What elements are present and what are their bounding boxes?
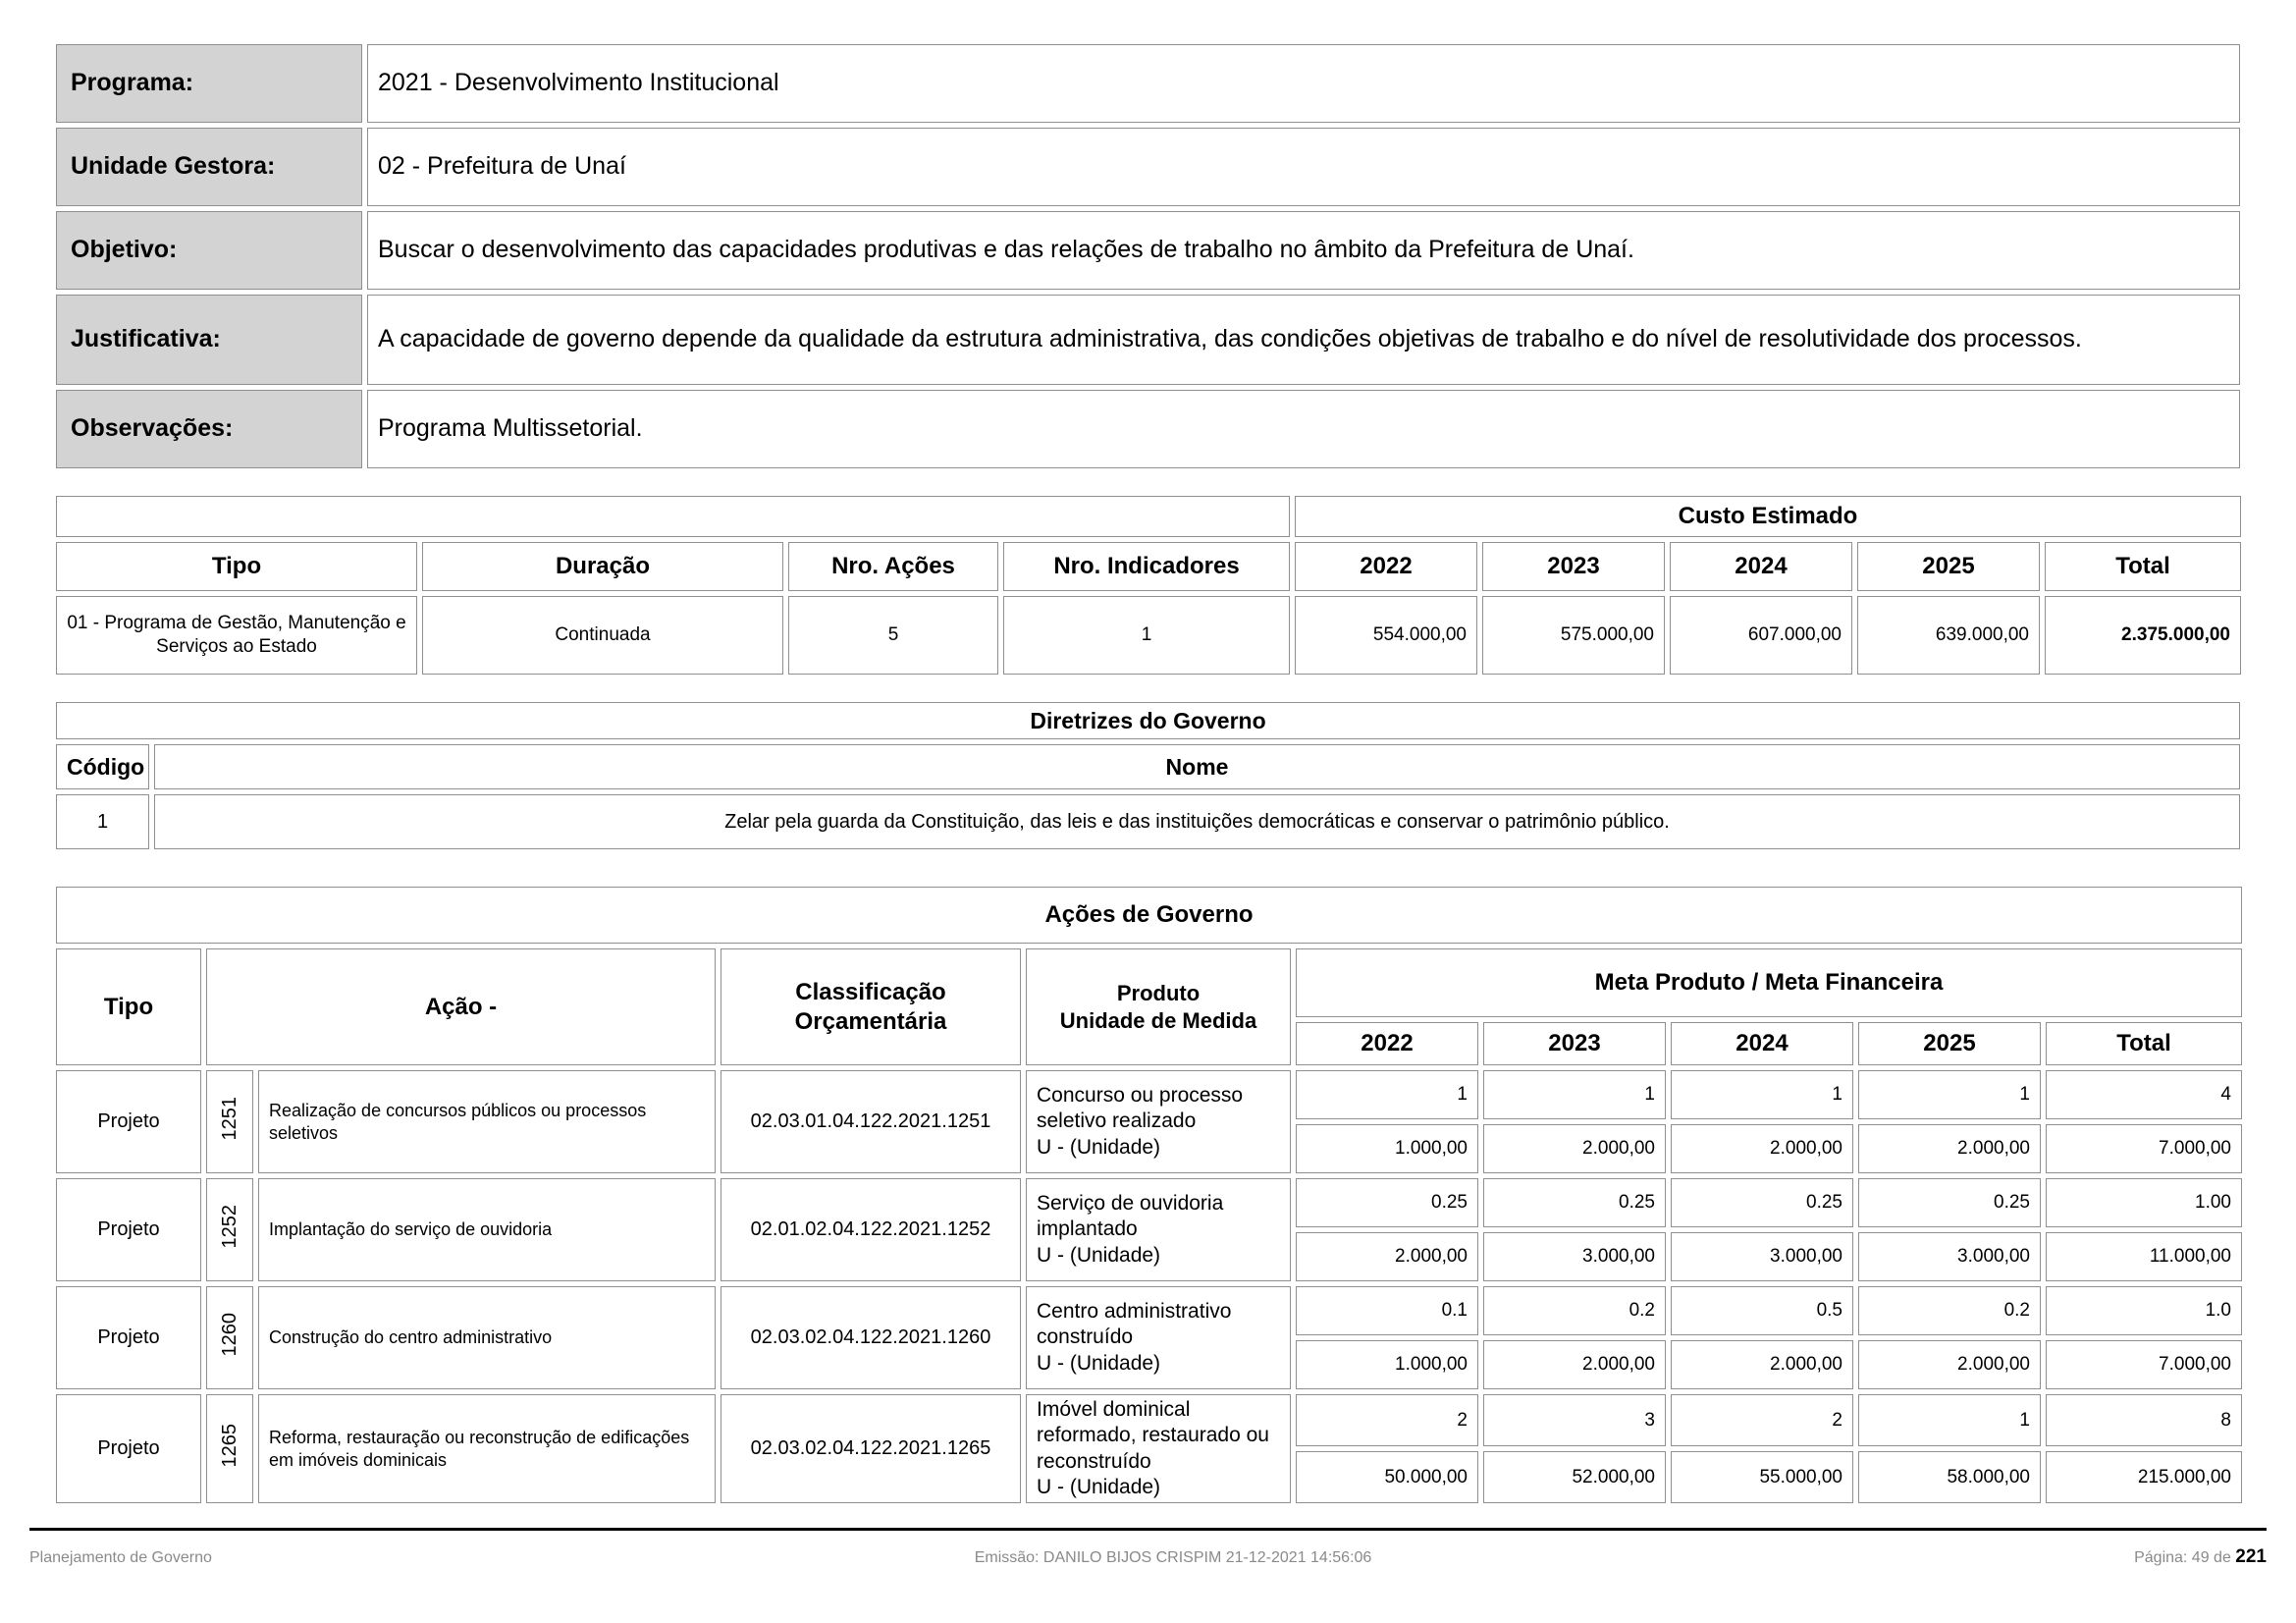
meta-produto-2023: 3 <box>1483 1394 1666 1446</box>
meta-produto-2022: 0.25 <box>1296 1178 1478 1227</box>
meta-financeira-2025: 3.000,00 <box>1858 1232 2041 1281</box>
acao-produto <box>1026 1286 1291 1389</box>
custo-cell-2023: 575.000,00 <box>1482 596 1665 675</box>
meta-financeira-2025: 2.000,00 <box>1858 1340 2041 1389</box>
cost-estimate-table <box>51 491 2246 679</box>
action-row <box>56 1070 2242 1119</box>
acoes-header-2022: 2022 <box>1296 1022 1478 1065</box>
meta-financeira-2023: 3.000,00 <box>1483 1232 1666 1281</box>
acoes-header-classificacao: Classificação Orçamentária <box>721 948 1021 1065</box>
custo-cell-duracao: Continuada <box>422 596 783 675</box>
custo-cell-nro-indicadores: 1 <box>1003 596 1290 675</box>
custo-header-duracao: Duração <box>422 542 783 591</box>
acao-unidade-medida: U - (Unidade) <box>1037 1351 1161 1375</box>
acao-codigo <box>206 1286 253 1389</box>
table-row <box>56 542 2241 591</box>
acoes-header-produto-line2: Unidade de Medida <box>1059 1007 1257 1033</box>
custo-cell-nro-acoes: 5 <box>788 596 998 675</box>
page-footer <box>29 1528 2267 1568</box>
meta-produto-total: 8 <box>2046 1394 2242 1446</box>
meta-produto-2024: 0.25 <box>1671 1178 1853 1227</box>
table-row <box>56 948 2242 1017</box>
meta-produto-2023: 0.25 <box>1483 1178 1666 1227</box>
meta-produto-total: 4 <box>2046 1070 2242 1119</box>
acao-unidade-medida: U - (Unidade) <box>1037 1135 1161 1159</box>
table-row <box>56 744 2240 789</box>
acao-codigo <box>206 1070 253 1173</box>
meta-produto-2023: 1 <box>1483 1070 1666 1119</box>
acao-classificacao: 02.03.02.04.122.2021.1265 <box>721 1394 1021 1503</box>
acao-tipo: Projeto <box>56 1178 201 1281</box>
table-row <box>56 295 2240 385</box>
custo-cell-2024: 607.000,00 <box>1670 596 1852 675</box>
table-row <box>56 44 2240 123</box>
acoes-header-tipo: Tipo <box>56 948 201 1065</box>
diretriz-codigo: 1 <box>56 794 149 849</box>
footer-page-total: 221 <box>2235 1546 2267 1567</box>
custo-header-tipo: Tipo <box>56 542 417 591</box>
acao-unidade-medida: U - (Unidade) <box>1037 1243 1161 1267</box>
acao-produto-text: Centro administrativo construído <box>1037 1300 1232 1349</box>
info-label-objetivo: Objetivo: <box>56 211 362 290</box>
acao-codigo <box>206 1394 253 1503</box>
diretriz-nome: Zelar pela guarda da Constituição, das leis e das instituições democráticas e conservar o patrimônio público. <box>154 794 2240 849</box>
acao-codigo-text: 1260 <box>218 1312 240 1357</box>
info-value-objetivo: Buscar o desenvolvimento das capacidades produtivas e das relações de trabalho no âmbito da Prefeitura de Unaí. <box>367 211 2240 290</box>
meta-produto-2025: 0.2 <box>1858 1286 2041 1335</box>
meta-financeira-total: 7.000,00 <box>2046 1340 2242 1389</box>
acoes-header-2024: 2024 <box>1671 1022 1853 1065</box>
meta-produto-2023: 0.2 <box>1483 1286 1666 1335</box>
acao-produto <box>1026 1178 1291 1281</box>
meta-financeira-2022: 1.000,00 <box>1296 1124 1478 1173</box>
acoes-header-produto-line1: Produto <box>1116 981 1201 1005</box>
meta-produto-2024: 2 <box>1671 1394 1853 1446</box>
action-row <box>56 1178 2242 1227</box>
government-directives-table <box>51 697 2245 854</box>
table-row <box>56 702 2240 739</box>
table-row <box>56 596 2241 675</box>
acao-classificacao: 02.01.02.04.122.2021.1252 <box>721 1178 1021 1281</box>
custo-cell-2025: 639.000,00 <box>1857 596 2040 675</box>
acao-produto-text: Imóvel dominical reformado, restaurado ou reconstruído <box>1037 1398 1269 1473</box>
meta-financeira-2024: 3.000,00 <box>1671 1232 1853 1281</box>
acao-codigo-text: 1251 <box>218 1096 240 1141</box>
meta-produto-total: 1.00 <box>2046 1178 2242 1227</box>
acao-produto <box>1026 1394 1291 1503</box>
meta-financeira-2024: 2.000,00 <box>1671 1124 1853 1173</box>
acoes-header-acao: Ação - <box>206 948 716 1065</box>
meta-financeira-2022: 2.000,00 <box>1296 1232 1478 1281</box>
info-label-observacoes: Observações: <box>56 390 362 468</box>
info-label-unidade-gestora: Unidade Gestora: <box>56 128 362 206</box>
acao-descricao: Construção do centro administrativo <box>258 1286 716 1389</box>
government-actions-table <box>51 882 2247 1508</box>
meta-financeira-2025: 2.000,00 <box>1858 1124 2041 1173</box>
acoes-header-produto <box>1026 948 1291 1065</box>
meta-financeira-2023: 2.000,00 <box>1483 1340 1666 1389</box>
meta-produto-2025: 1 <box>1858 1394 2041 1446</box>
custo-header-2022: 2022 <box>1295 542 1477 591</box>
custo-header-nro-indicadores: Nro. Indicadores <box>1003 542 1290 591</box>
acoes-header-total: Total <box>2046 1022 2242 1065</box>
meta-financeira-2025: 58.000,00 <box>1858 1451 2041 1503</box>
footer-emission-info: Emissão: DANILO BIJOS CRISPIM 21-12-2021 14:56:06 <box>974 1549 1372 1566</box>
table-row <box>56 496 2241 537</box>
info-value-justificativa: A capacidade de governo depende da qualidade da estrutura administrativa, das condições objetivas de trabalho e do nível de resolutividade dos processos. <box>367 295 2240 385</box>
acao-produto <box>1026 1070 1291 1173</box>
info-value-programa: 2021 - Desenvolvimento Institucional <box>367 44 2240 123</box>
custo-header-2024: 2024 <box>1670 542 1852 591</box>
meta-produto-2022: 2 <box>1296 1394 1478 1446</box>
acao-descricao: Reforma, restauração ou reconstrução de edificações em imóveis dominicais <box>258 1394 716 1503</box>
acao-produto-text: Concurso ou processo seletivo realizado <box>1037 1084 1244 1133</box>
custo-cell-tipo: 01 - Programa de Gestão, Manutenção e Serviços ao Estado <box>56 596 417 675</box>
acao-codigo-text: 1252 <box>218 1204 240 1249</box>
acao-codigo-text: 1265 <box>218 1423 240 1468</box>
acao-tipo: Projeto <box>56 1286 201 1389</box>
custo-header-2025: 2025 <box>1857 542 2040 591</box>
acao-tipo: Projeto <box>56 1070 201 1173</box>
table-row <box>56 211 2240 290</box>
footer-app-name: Planejamento de Governo <box>29 1549 212 1566</box>
meta-produto-2024: 1 <box>1671 1070 1853 1119</box>
info-label-programa: Programa: <box>56 44 362 123</box>
meta-financeira-total: 11.000,00 <box>2046 1232 2242 1281</box>
acoes-title: Ações de Governo <box>56 887 2242 944</box>
acao-descricao: Realização de concursos públicos ou processos seletivos <box>258 1070 716 1173</box>
meta-produto-total: 1.0 <box>2046 1286 2242 1335</box>
acao-descricao: Implantação do serviço de ouvidoria <box>258 1178 716 1281</box>
action-row <box>56 1394 2242 1446</box>
acoes-header-meta: Meta Produto / Meta Financeira <box>1296 948 2242 1017</box>
acoes-header-2023: 2023 <box>1483 1022 1666 1065</box>
custo-header-2023: 2023 <box>1482 542 1665 591</box>
meta-financeira-total: 7.000,00 <box>2046 1124 2242 1173</box>
meta-produto-2024: 0.5 <box>1671 1286 1853 1335</box>
acoes-header-2025: 2025 <box>1858 1022 2041 1065</box>
meta-financeira-2022: 50.000,00 <box>1296 1451 1478 1503</box>
custo-header-nro-acoes: Nro. Ações <box>788 542 998 591</box>
diretrizes-title: Diretrizes do Governo <box>56 702 2240 739</box>
custo-cell-2022: 554.000,00 <box>1295 596 1477 675</box>
spacer-cell <box>56 496 1290 537</box>
custo-header-total: Total <box>2045 542 2241 591</box>
acao-produto-text: Serviço de ouvidoria implantado <box>1037 1192 1224 1241</box>
meta-financeira-2023: 2.000,00 <box>1483 1124 1666 1173</box>
table-row <box>56 390 2240 468</box>
info-value-observacoes: Programa Multissetorial. <box>367 390 2240 468</box>
action-row <box>56 1286 2242 1335</box>
info-label-justificativa: Justificativa: <box>56 295 362 385</box>
meta-financeira-2024: 2.000,00 <box>1671 1340 1853 1389</box>
footer-page-label: Página: 49 de <box>2134 1549 2231 1566</box>
meta-produto-2022: 0.1 <box>1296 1286 1478 1335</box>
meta-produto-2025: 0.25 <box>1858 1178 2041 1227</box>
table-row <box>56 887 2242 944</box>
info-value-unidade-gestora: 02 - Prefeitura de Unaí <box>367 128 2240 206</box>
diretrizes-header-codigo: Código <box>56 744 149 789</box>
footer-page-number <box>2134 1546 2267 1568</box>
custo-cell-total: 2.375.000,00 <box>2045 596 2241 675</box>
diretrizes-header-nome: Nome <box>154 744 2240 789</box>
custo-estimado-title: Custo Estimado <box>1295 496 2241 537</box>
acao-codigo <box>206 1178 253 1281</box>
meta-financeira-total: 215.000,00 <box>2046 1451 2242 1503</box>
table-row <box>56 128 2240 206</box>
acao-classificacao: 02.03.01.04.122.2021.1251 <box>721 1070 1021 1173</box>
acao-tipo: Projeto <box>56 1394 201 1503</box>
meta-financeira-2024: 55.000,00 <box>1671 1451 1853 1503</box>
meta-financeira-2023: 52.000,00 <box>1483 1451 1666 1503</box>
meta-financeira-2022: 1.000,00 <box>1296 1340 1478 1389</box>
table-row <box>56 794 2240 849</box>
acao-classificacao: 02.03.02.04.122.2021.1260 <box>721 1286 1021 1389</box>
program-info-table <box>51 39 2245 473</box>
meta-produto-2025: 1 <box>1858 1070 2041 1119</box>
acao-unidade-medida: U - (Unidade) <box>1037 1475 1161 1498</box>
meta-produto-2022: 1 <box>1296 1070 1478 1119</box>
